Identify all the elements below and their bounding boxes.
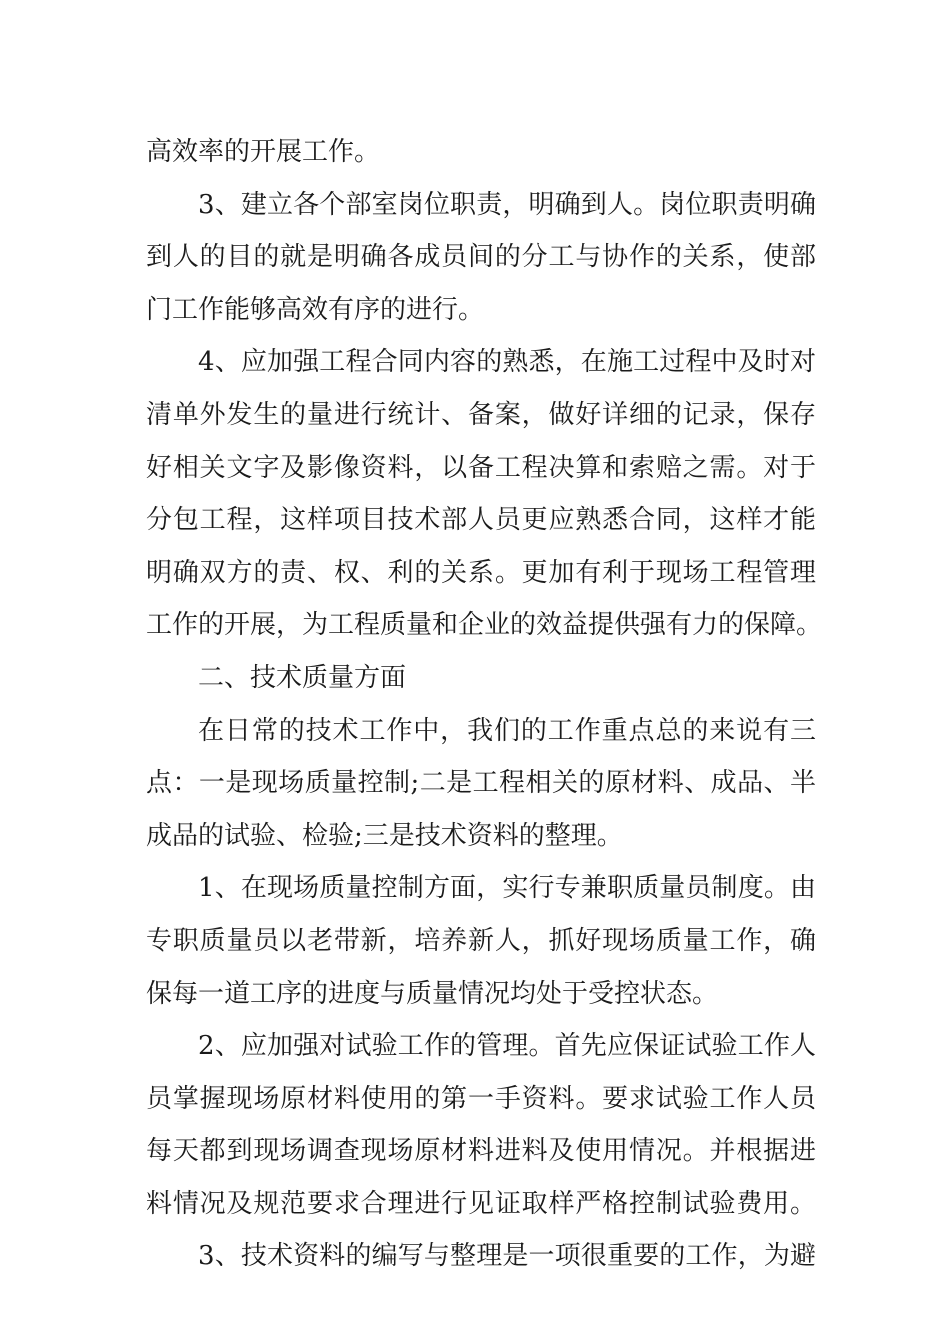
text-line: 3、建立各个部室岗位职责，明确到人。岗位职责明确 (198, 189, 816, 220)
text-line: 每天都到现场调查现场原材料进料及使用情况。并根据进 (146, 1136, 816, 1167)
text-line: 分包工程，这样项目技术部人员更应熟悉合同，这样才能 (146, 505, 816, 536)
text-line: 工作的开展，为工程质量和企业的效益提供强有力的保障。 (146, 610, 823, 641)
text-line: 成品的试验、检验;三是技术资料的整理。 (146, 820, 623, 851)
text-line: 1、在现场质量控制方面，实行专兼职质量员制度。由 (198, 873, 816, 904)
text-line: 在日常的技术工作中，我们的工作重点总的来说有三 (198, 715, 816, 746)
document-body (146, 126, 823, 1283)
text-line: 门工作能够高效有序的进行。 (146, 294, 485, 325)
text-line: 3、技术资料的编写与整理是一项很重要的工作，为避 (198, 1241, 816, 1272)
text-line: 好相关文字及影像资料，以备工程决算和索赔之需。对于 (146, 452, 816, 483)
section-heading: 二、技术质量方面 (198, 662, 407, 693)
text-line: 4、应加强工程合同内容的熟悉，在施工过程中及时对 (198, 347, 816, 378)
text-line: 专职质量员以老带新，培养新人，抓好现场质量工作，确 (146, 925, 816, 956)
text-line: 员掌握现场原材料使用的第一手资料。要求试验工作人员 (146, 1083, 816, 1114)
text-line: 高效率的开展工作。 (146, 137, 381, 167)
text-line: 清单外发生的量进行统计、备案，做好详细的记录，保存 (146, 399, 816, 430)
text-line: 明确双方的责、权、利的关系。更加有利于现场工程管理 (146, 557, 816, 588)
text-line: 保每一道工序的进度与质量情况均处于受控状态。 (146, 978, 719, 1009)
text-line: 2、应加强对试验工作的管理。首先应保证试验工作人 (198, 1031, 816, 1062)
text-line: 点：一是现场质量控制;二是工程相关的原材料、成品、半 (146, 768, 816, 799)
text-line: 到人的目的就是明确各成员间的分工与协作的关系，使部 (146, 242, 816, 273)
text-line: 料情况及规范要求合理进行见证取样严格控制试验费用。 (146, 1188, 816, 1219)
